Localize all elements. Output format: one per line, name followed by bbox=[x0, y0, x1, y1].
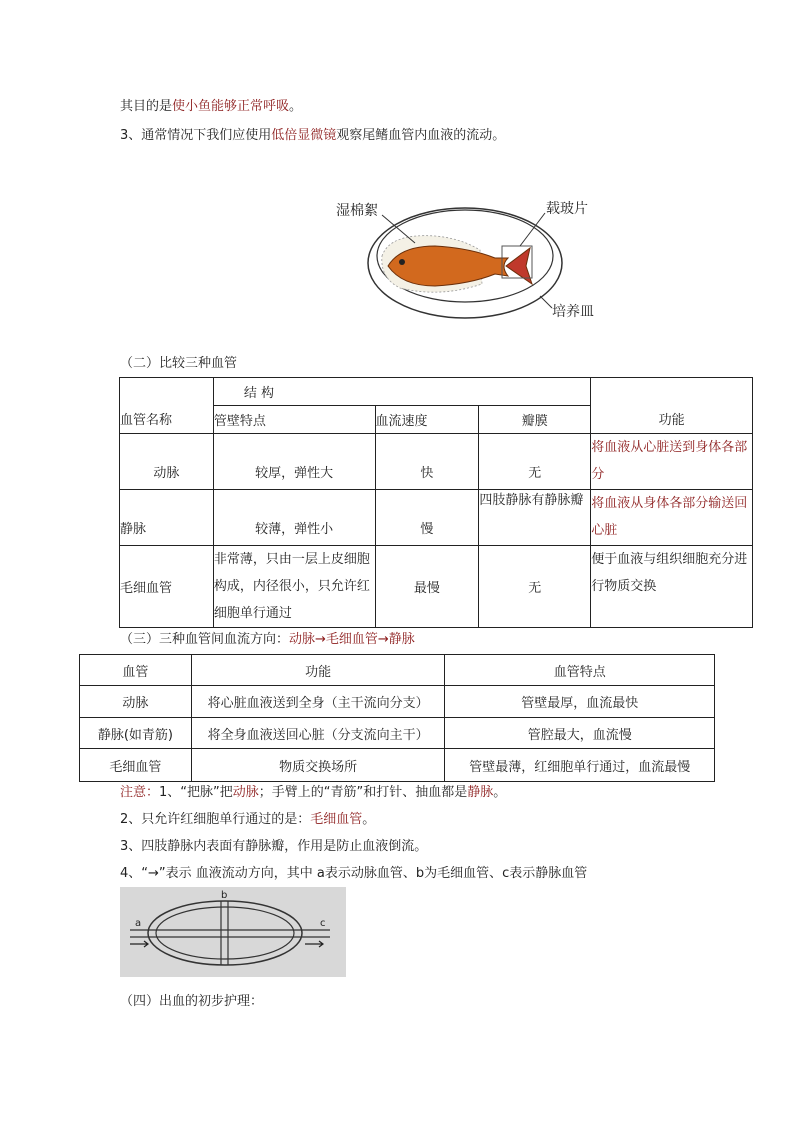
vessel-compare-table bbox=[119, 377, 753, 628]
cell-wall: 较薄，弹性小 bbox=[213, 490, 375, 546]
table-header-row bbox=[80, 655, 715, 686]
cell-feature: 管壁最薄，红细胞单行通过，血流最慢 bbox=[445, 749, 715, 782]
vessel-flow-figure bbox=[120, 887, 346, 977]
fish-petri-dish-figure bbox=[330, 188, 620, 328]
section3-title-prefix: （三）三种血管间血流方向： bbox=[120, 632, 290, 647]
text-purpose bbox=[120, 95, 302, 114]
cell-function: 将血液从心脏送到身体各部分 bbox=[591, 434, 753, 490]
cell-speed: 快 bbox=[375, 434, 479, 490]
header-name: 血管名称 bbox=[120, 378, 214, 434]
cell-wall: 较厚，弹性大 bbox=[213, 434, 375, 490]
cell-speed: 慢 bbox=[375, 490, 479, 546]
microscope-answer: 低倍显微镜 bbox=[271, 128, 337, 143]
cell-function: 将血液从身体各部分输送回心脏 bbox=[591, 490, 753, 546]
note-2-a: 2、只允许红细胞单行通过的是： bbox=[120, 812, 311, 827]
cell-function: 便于血液与组织细胞充分进行物质交换 bbox=[591, 546, 753, 628]
label-b: b bbox=[221, 890, 228, 901]
section2-title: （二）比较三种血管 bbox=[120, 356, 238, 371]
header-wall: 管壁特点 bbox=[213, 406, 375, 434]
cell-name: 静脉 bbox=[120, 490, 214, 546]
fish-body bbox=[388, 246, 508, 286]
cell-vessel: 动脉 bbox=[80, 686, 192, 718]
note-1-c: 。 bbox=[493, 785, 507, 800]
cell-feature: 管壁最厚，血流最快 bbox=[445, 686, 715, 718]
note-1 bbox=[120, 781, 506, 800]
label-cotton: 湿棉絮 bbox=[336, 203, 378, 219]
cell-func: 将心脏血液送到全身（主干流向分支） bbox=[191, 686, 445, 718]
table-row bbox=[120, 434, 753, 490]
cell-vessel: 静脉(如青筋) bbox=[80, 718, 192, 749]
purpose-answer: 使小鱼能够正常呼吸 bbox=[172, 99, 290, 114]
fish-eye bbox=[399, 259, 405, 265]
cell-vessel: 毛细血管 bbox=[80, 749, 192, 782]
table-row bbox=[80, 749, 715, 782]
header-structure: 结 构 bbox=[213, 378, 590, 406]
table-row bbox=[120, 546, 753, 628]
label-dish: 培养皿 bbox=[552, 304, 594, 320]
note-1-a: 1、“把脉”把 bbox=[159, 785, 233, 800]
header-valve: 瓣膜 bbox=[479, 406, 591, 434]
note-2-b: 。 bbox=[362, 812, 376, 827]
header-feature: 血管特点 bbox=[445, 655, 715, 686]
note-1-vein: 静脉 bbox=[467, 785, 494, 800]
microscope-suffix: 观察尾鳍血管内血液的流动。 bbox=[336, 128, 506, 143]
note-label: 注意： bbox=[120, 785, 160, 800]
table-row bbox=[120, 490, 753, 546]
header-func: 功能 bbox=[191, 655, 445, 686]
label-a: a bbox=[135, 918, 142, 929]
text-microscope bbox=[120, 124, 505, 143]
cell-valve: 无 bbox=[479, 546, 591, 628]
header-vessel: 血管 bbox=[80, 655, 192, 686]
section4-title: （四）出血的初步护理： bbox=[120, 994, 264, 1009]
note-1-artery: 动脉 bbox=[232, 785, 259, 800]
note-1-b: ；手臂上的“青筋”和打针、抽血都是 bbox=[258, 785, 468, 800]
header-function: 功能 bbox=[591, 378, 753, 434]
cell-name: 动脉 bbox=[120, 434, 214, 490]
cell-wall: 非常薄，只由一层上皮细胞构成，内径很小，只允许红细胞单行通过 bbox=[213, 546, 375, 628]
cell-valve: 无 bbox=[479, 434, 591, 490]
cell-func: 将全身血液送回心脏（分支流向主干） bbox=[191, 718, 445, 749]
header-speed: 血流速度 bbox=[375, 406, 479, 434]
note-2-capillary: 毛细血管 bbox=[310, 812, 363, 827]
cell-func: 物质交换场所 bbox=[191, 749, 445, 782]
label-c: c bbox=[320, 918, 326, 929]
fish-tail bbox=[506, 248, 532, 284]
section3-title bbox=[120, 628, 415, 647]
table-row bbox=[80, 718, 715, 749]
cell-name: 毛细血管 bbox=[120, 546, 214, 628]
note-4: 4、“→”表示 血液流动方向，其中 a表示动脉血管、b为毛细血管、c表示静脉血管 bbox=[120, 866, 588, 881]
section3-flow: 动脉→毛细血管→静脉 bbox=[289, 632, 415, 647]
microscope-prefix: 3、通常情况下我们应使用 bbox=[120, 128, 272, 143]
label-slide: 载玻片 bbox=[546, 201, 588, 217]
purpose-suffix: 。 bbox=[289, 99, 303, 114]
vessel-flow-table bbox=[79, 654, 715, 782]
table-row bbox=[80, 686, 715, 718]
cell-valve: 四肢静脉有静脉瓣 bbox=[479, 490, 591, 546]
purpose-prefix: 其目的是 bbox=[120, 99, 173, 114]
cotton-pointer bbox=[382, 215, 415, 243]
note-3: 3、四肢静脉内表面有静脉瓣，作用是防止血液倒流。 bbox=[120, 839, 428, 854]
dish-pointer bbox=[540, 296, 552, 308]
note-2 bbox=[120, 808, 375, 827]
cell-speed: 最慢 bbox=[375, 546, 479, 628]
cell-feature: 管腔最大，血流慢 bbox=[445, 718, 715, 749]
